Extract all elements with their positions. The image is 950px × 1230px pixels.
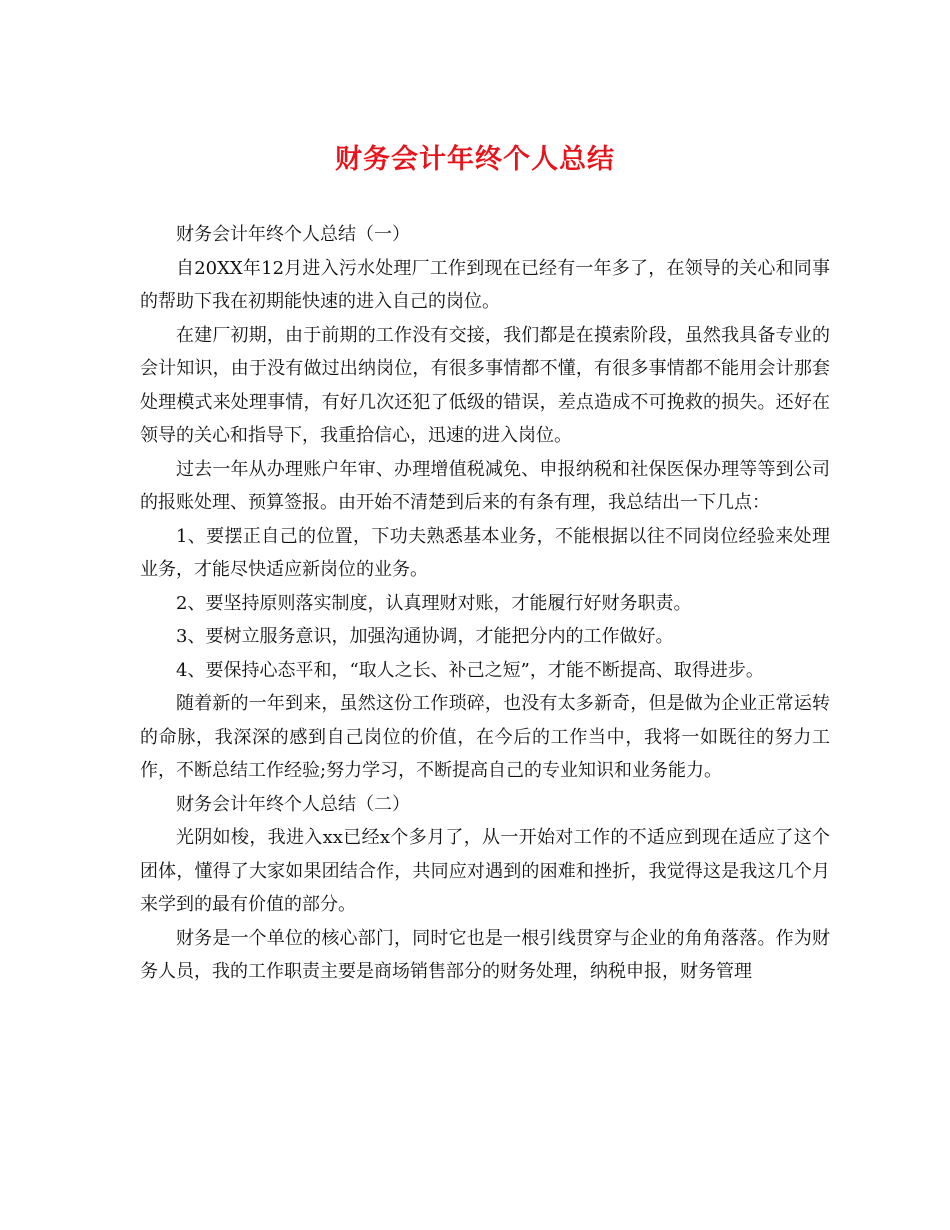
list-item: 3、要树立服务意识，加强沟通协调，才能把分内的工作做好。 — [176, 626, 674, 647]
list-item: 1、要摆正自己的位置，下功夫熟悉基本业务，不能根据以往不同岗位经验来处理业务，才能尽快适应新岗位的业务。 — [140, 525, 830, 580]
list-item: 4、要保持心态平和，“取人之长、补己之短”，才能不断提高、取得进步。 — [176, 659, 764, 681]
document-body — [140, 218, 830, 989]
section-heading-2: 财务会计年终个人总结（二） — [176, 793, 410, 815]
paragraph: 光阴如梭，我进入xx已经x个多月了，从一开始对工作的不适应到现在适应了这个团体，懂得了大家如果团结合作，共同应对遇到的困难和挫折，我觉得这是我这几个月来学到的最有价值的部分。 — [140, 827, 830, 915]
document-title: 财务会计年终个人总结 — [335, 144, 615, 175]
paragraph: 过去一年从办理账户年审、办理增值税减免、申报纳税和社保医保办理等等到公司的报账处理、预算签报。由开始不清楚到后来的有条有理，我总结出一下几点： — [140, 458, 830, 513]
paragraph: 随着新的一年到来，虽然这份工作琐碎，也没有太多新奇，但是做为企业正常运转的命脉，我深深的感到自己岗位的价值，在今后的工作当中，我将一如既往的努力工作，不断总结工作经验;努力学习，不断提高自己的专业知识和业务能力。 — [140, 693, 830, 781]
list-item: 2、要坚持原则落实制度，认真理财对账，才能履行好财务职责。 — [176, 592, 692, 614]
section-heading-1: 财务会计年终个人总结（一） — [176, 224, 410, 245]
paragraph: 财务是一个单位的核心部门，同时它也是一根引线贯穿与企业的角角落落。作为财务人员，我的工作职责主要是商场销售部分的财务处理，纳税申报，财务管理 — [140, 927, 830, 982]
paragraph: 自20XX年12月进入污水处理厂工作到现在已经有一年多了，在领导的关心和同事的帮助下我在初期能快速的进入自己的岗位。 — [140, 257, 830, 312]
paragraph: 在建厂初期，由于前期的工作没有交接，我们都是在摸索阶段，虽然我具备专业的会计知识，由于没有做过出纳岗位，有很多事情都不懂，有很多事情都不能用会计那套处理模式来处理事情，有好几次还犯了低级的错误，差点造成不可挽救的损失。还好在领导的关心和指导下，我重拾信心，迅速的进入岗位。 — [140, 324, 830, 446]
